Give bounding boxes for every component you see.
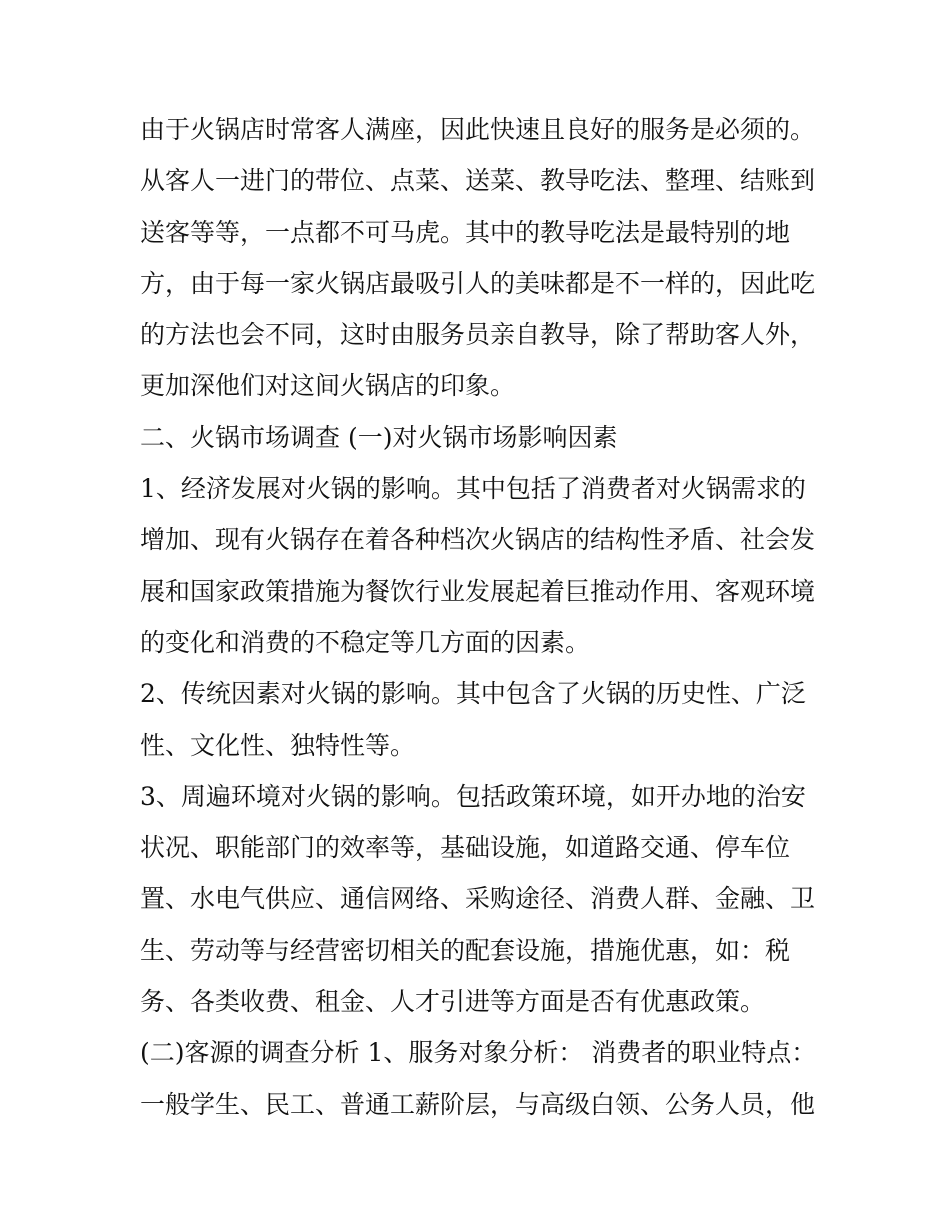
text-line: (二)客源的调查分析 1、服务对象分析： 消费者的职业特点： <box>140 1038 817 1068</box>
text-line: 的方法也会不同，这时由服务员亲自教导，除了帮助客人外， <box>140 320 816 350</box>
text-line: 的变化和消费的不稳定等几方面的因素。 <box>140 627 591 657</box>
text-line: 3、周遍环境对火锅的影响。包括政策环境，如开办地的治安 <box>140 781 806 811</box>
document-body <box>140 104 830 1130</box>
text-line: 方，由于每一家火锅店最吸引人的美味都是不一样的，因此吃 <box>140 268 816 298</box>
text-line: 1、经济发展对火锅的影响。其中包括了消费者对火锅需求的 <box>140 474 806 504</box>
text-line: 务、各类收费、租金、人才引进等方面是否有优惠政策。 <box>140 987 766 1017</box>
text-line: 生、劳动等与经营密切相关的配套设施，措施优惠，如：税 <box>140 935 791 965</box>
section-heading: 二、火锅市场调查 (一)对火锅市场影响因素 <box>140 422 618 452</box>
text-line: 送客等等，一点都不可马虎。其中的教导吃法是最特别的地 <box>140 217 791 247</box>
text-line: 展和国家政策措施为餐饮行业发展起着巨推动作用、客观环境 <box>140 576 816 606</box>
text-line: 2、传统因素对火锅的影响。其中包含了火锅的历史性、广泛 <box>140 679 806 709</box>
text-line: 性、文化性、独特性等。 <box>140 730 416 760</box>
text-line: 状况、职能部门的效率等，基础设施，如道路交通、停车位 <box>140 833 791 863</box>
text-line: 由于火锅店时常客人满座，因此快速且良好的服务是必须的。 <box>140 115 816 144</box>
text-line: 置、水电气供应、通信网络、采购途径、消费人群、金融、卫 <box>140 884 816 914</box>
text-line: 更加深他们对这间火锅店的印象。 <box>140 371 516 401</box>
text-line: 增加、现有火锅存在着各种档次火锅店的结构性矛盾、社会发 <box>140 525 816 555</box>
text-line: 从客人一进门的带位、点菜、送菜、教导吃法、整理、结账到 <box>140 166 816 196</box>
text-line: 一般学生、民工、普通工薪阶层，与高级白领、公务人员，他 <box>140 1089 816 1119</box>
